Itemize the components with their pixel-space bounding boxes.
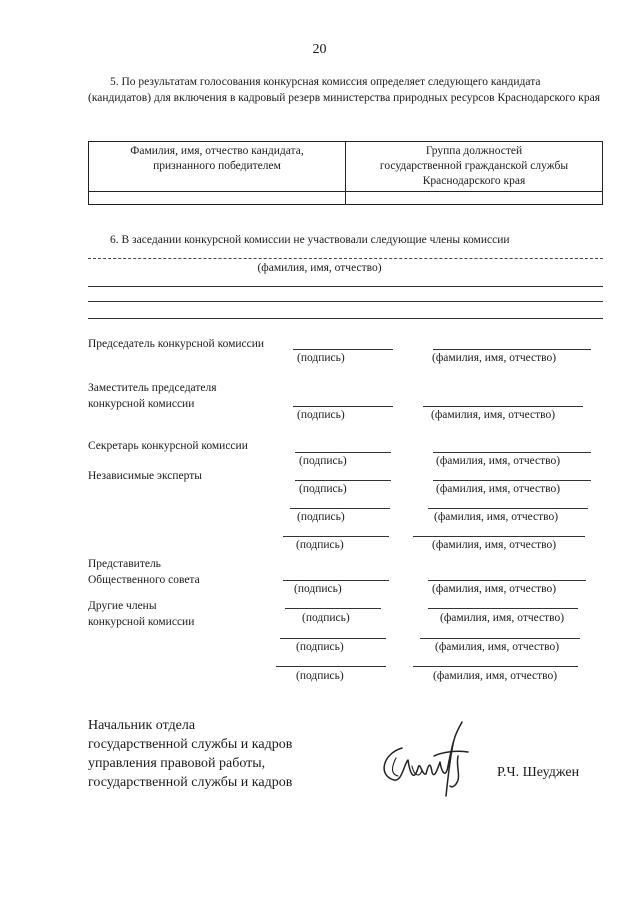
deputy-sign-caption: (подпись): [297, 409, 345, 421]
expert-3-fio-caption: (фамилия, имя, отчество): [432, 539, 557, 551]
secretary-fio-caption: (фамилия, имя, отчество): [436, 455, 561, 467]
deputy-sign-line: [293, 406, 393, 407]
header-group-cell: [346, 142, 603, 192]
public-rep-sign-line: [283, 580, 389, 581]
expert-2-sign-caption: (подпись): [297, 511, 345, 523]
absent-fio-caption: (фамилия, имя, отчество): [257, 262, 382, 274]
absent-member-line-3: [88, 301, 603, 302]
deputy-label-line-1: Заместитель председателя: [88, 382, 217, 394]
other-2-fio-line: [420, 638, 580, 639]
signer-position-line-3: управления правовой работы,: [88, 756, 266, 771]
signer-position-line-4: государственной службы и кадров: [88, 775, 293, 790]
other-2-sign-line: [280, 638, 386, 639]
expert-1-sign-line: [295, 480, 391, 481]
absent-member-line-2: [88, 286, 603, 287]
expert-1-sign-caption: (подпись): [299, 483, 347, 495]
chairman-sign-caption: (подпись): [297, 352, 345, 364]
other-members-label: [88, 598, 194, 630]
table-row: [89, 192, 603, 205]
expert-3-sign-line: [283, 536, 389, 537]
signer-position-line-2: государственной службы и кадров: [88, 737, 293, 752]
secretary-sign-caption: (подпись): [299, 455, 347, 467]
expert-1-fio-caption: (фамилия, имя, отчество): [436, 483, 561, 495]
other-1-sign-caption: (подпись): [302, 612, 350, 624]
expert-2-sign-line: [290, 508, 390, 509]
header-group-line-2: государственной гражданской службы: [379, 160, 569, 172]
expert-1-fio-line: [433, 480, 591, 481]
signer-name: Р.Ч. Шеуджен: [497, 765, 580, 780]
section-5-line-1: 5. По результатам голосования конкурсная комиссия определяет следующего кандидата: [110, 76, 541, 88]
other-3-fio-line: [413, 666, 578, 667]
public-rep-label-line-2: Общественного совета: [88, 574, 200, 586]
public-rep-fio-caption: (фамилия, имя, отчество): [432, 583, 557, 595]
public-rep-label: [88, 556, 200, 588]
table-cell-group: [346, 192, 603, 205]
secretary-fio-line: [433, 452, 591, 453]
deputy-label: [88, 380, 217, 412]
deputy-label-line-2: конкурсной комиссии: [88, 398, 195, 410]
section-6-text: 6. В заседании конкурсной комиссии не участвовали следующие члены комиссии: [110, 234, 510, 246]
other-1-fio-caption: (фамилия, имя, отчество): [440, 612, 565, 624]
other-1-sign-line: [285, 608, 381, 609]
public-rep-label-line-1: Представитель: [88, 558, 161, 570]
absent-member-line-1: [88, 258, 603, 259]
public-rep-sign-caption: (подпись): [294, 583, 342, 595]
other-3-fio-caption: (фамилия, имя, отчество): [433, 670, 558, 682]
header-group-line-3: Краснодарского края: [422, 175, 526, 187]
other-1-fio-line: [428, 608, 578, 609]
chairman-fio-caption: (фамилия, имя, отчество): [432, 352, 557, 364]
chairman-fio-line: [433, 349, 591, 350]
secretary-label: Секретарь конкурсной комиссии: [88, 440, 248, 452]
other-2-fio-caption: (фамилия, имя, отчество): [435, 641, 560, 653]
header-fio-line-2: признанного победителем: [153, 160, 281, 172]
table-header-row: [89, 142, 603, 192]
other-members-label-line-1: Другие члены: [88, 600, 157, 612]
deputy-fio-line: [423, 406, 583, 407]
expert-2-fio-caption: (фамилия, имя, отчество): [434, 511, 559, 523]
public-rep-fio-line: [428, 580, 586, 581]
header-fio-cell: [89, 142, 346, 192]
experts-label: Независимые эксперты: [88, 470, 202, 482]
section-5-text: [88, 74, 602, 106]
absent-member-line-4: [88, 318, 603, 319]
header-fio-line-1: Фамилия, имя, отчество кандидата,: [130, 145, 304, 157]
expert-3-sign-caption: (подпись): [296, 539, 344, 551]
expert-3-fio-line: [413, 536, 585, 537]
table-cell-fio: [89, 192, 346, 205]
other-2-sign-caption: (подпись): [296, 641, 344, 653]
header-group-line-1: Группа должностей: [425, 145, 523, 157]
secretary-sign-line: [295, 452, 391, 453]
signer-position-line-1: Начальник отдела: [88, 718, 196, 733]
deputy-fio-caption: (фамилия, имя, отчество): [431, 409, 556, 421]
handwritten-signature: [372, 716, 482, 802]
expert-2-fio-line: [428, 508, 588, 509]
page-number: 20: [312, 42, 327, 57]
signer-position: [88, 716, 292, 792]
other-3-sign-caption: (подпись): [296, 670, 344, 682]
candidates-table: [88, 141, 603, 205]
other-3-sign-line: [276, 666, 386, 667]
chairman-label: Председатель конкурсной комиссии: [88, 338, 265, 350]
section-5-rest: (кандидатов) для включения в кадровый резерв министерства природных ресурсов Краснодарского края: [88, 92, 601, 104]
other-members-label-line-2: конкурсной комиссии: [88, 616, 195, 628]
chairman-sign-line: [293, 349, 393, 350]
